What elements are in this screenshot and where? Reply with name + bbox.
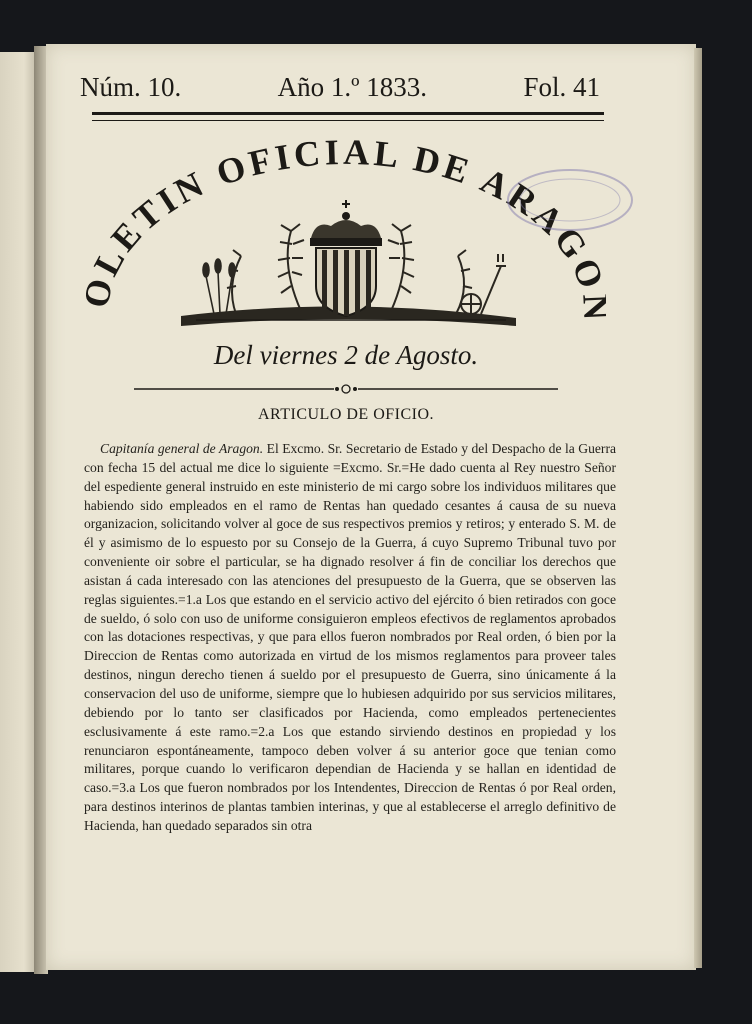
- article-lead-in: Capitanía general de Aragon.: [100, 441, 264, 456]
- wheat-sheaf-icon: [203, 259, 235, 314]
- article-paragraph: [84, 440, 616, 836]
- issue-header: [80, 72, 600, 103]
- issue-number: Núm. 10.: [80, 72, 182, 102]
- newspaper-page: [46, 44, 696, 970]
- article-text: El Excmo. Sr. Secretario de Estado y del Despacho de la Guerra con fecha 15 del actual me dice lo siguiente =Excmo. Sr.=He dado cuenta al Rey nuestro Señor del espediente general instruido en este ministerio de mi cargo sobre los individuos militares que habiendo sido empleados en el ramo de Rentas han quedado cesantes á causa de su nueva organizacion, solicitando volver al goce de sus respectivos premios y retiros; y enterado S. M. de él y asimismo de lo espuesto por su Consejo de la Guerra, á cuyo Supremo Tribunal tuvo por conveniente oir sobre el particular, se ha dignado resolver á fin de conciliar los derechos que asistan á cada interesado con las atenciones del presupuesto de la Guerra, que se observen las reglas siguientes.=1.a Los que estando en el servicio activo del ejército ó bien retirados con goce de sueldo, ó solo con uso de uniforme consiguieron empleos efectivos de reglamentos aprobados con las dotaciones respectivas, y que para ellos fueron nombrados por Real orden, ó bien por la Direccion de Rentas como autorizada en virtud de los mismos reglamentos para proveer tales destinos, ningun derecho tienen á sueldo por el presupuesto de Guerra, sino únicamente á la conservacion del uso de uniforme, siempre que lo hubiesen adquirido por sus servicios militares, debiendo por lo tanto ser clasificados por Hacienda, como empleados pertenecientes esclusivamente á este ramo.=2.a Los que estando sirviendo destinos en propiedad y los renunciaron espontáneamente, tampoco deben volver á su anterior goce que tenian como militares, porque cuando lo verificaron dependian de Hacienda y se hallan en identidad de caso.=3.a Los que fueron nombrados por los Intendentes, Direccion de Rentas ó por Real orden, para destinos interinos de plantas tambien interinas, y que al establecerse el arreglo definitivo de Hacienda, han quedado separados sin otra: [84, 441, 617, 833]
- laurel-left-icon: [227, 224, 304, 314]
- right-page-edge: [694, 48, 702, 968]
- library-stamp: [490, 150, 640, 240]
- date-line: Del viernes 2 de Agosto.: [213, 340, 479, 370]
- laurel-right-icon: [388, 224, 472, 314]
- ornamental-divider: [134, 384, 558, 394]
- header-rule: [92, 112, 604, 121]
- masthead-title: LETIN OFICIAL DE ARAG: [86, 136, 598, 282]
- issue-folio: Fol. 41: [523, 72, 600, 102]
- issue-year: Año 1.º 1833.: [277, 72, 428, 102]
- section-title: ARTICULO DE OFICIO.: [257, 406, 435, 423]
- coat-of-arms-shield-icon: [316, 248, 376, 316]
- article-body: [84, 440, 616, 836]
- crown-icon: [310, 200, 382, 246]
- farm-tools-icon: [461, 254, 506, 314]
